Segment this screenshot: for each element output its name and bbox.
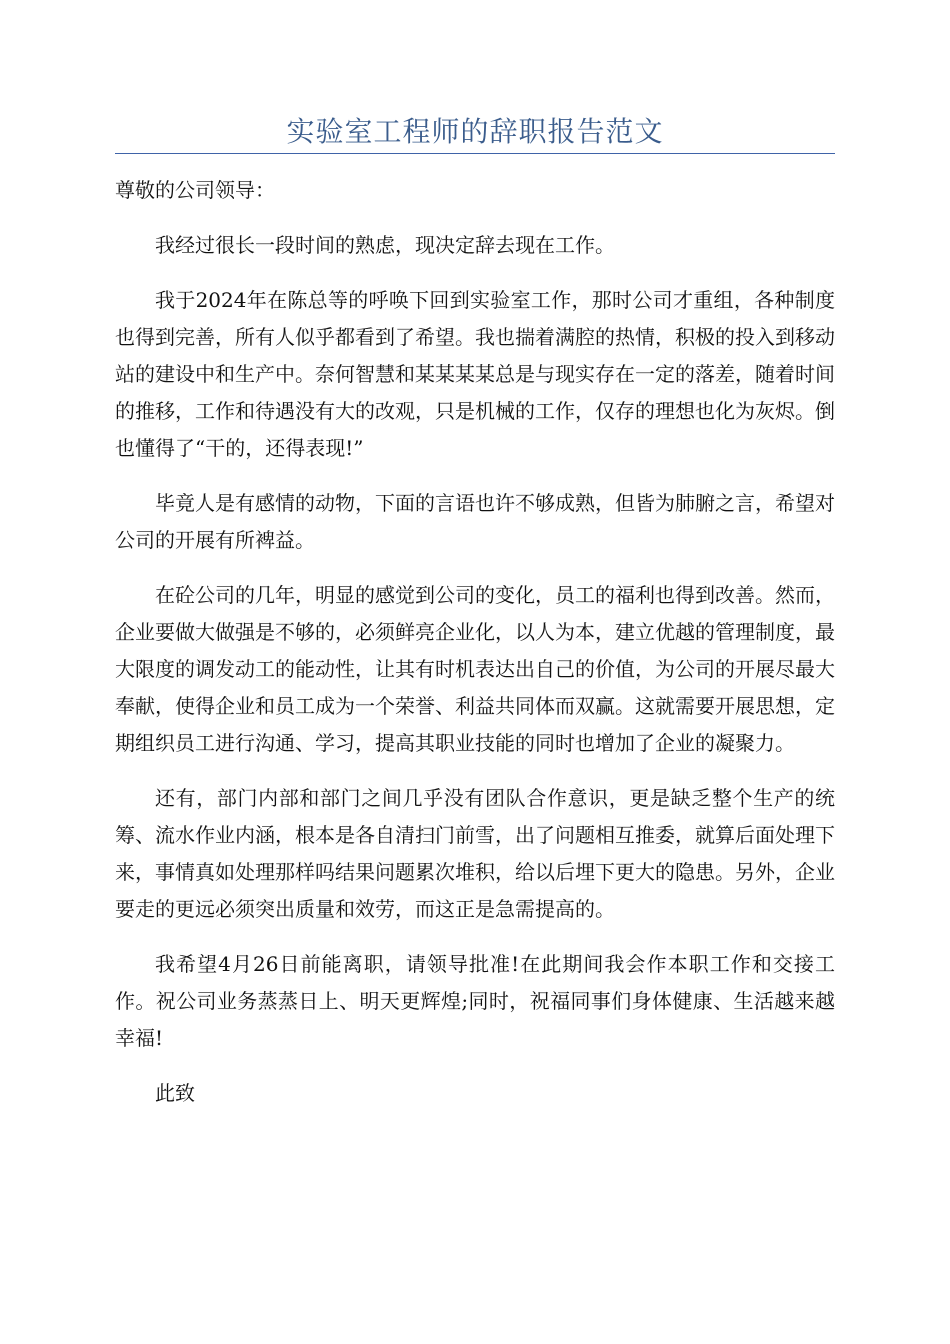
document-body	[115, 172, 835, 1130]
paragraph-5: 还有，部门内部和部门之间几乎没有团队合作意识，更是缺乏整个生产的统筹、流水作业内涵，根本是各自清扫门前雪，出了问题相互推委，就算后面处理下来，事情真如处理那样吗结果问题累次堆积，给以后埋下更大的隐患。另外，企业要走的更远必须突出质量和效劳，而这正是急需提高的。	[115, 786, 835, 921]
salutation: 尊敬的公司领导：	[115, 178, 275, 202]
closing: 此致	[155, 1081, 195, 1105]
paragraph-3: 毕竟人是有感情的动物，下面的言语也许不够成熟，但皆为肺腑之言，希望对公司的开展有所裨益。	[115, 491, 835, 552]
paragraph-2: 我于2024年在陈总等的呼唤下回到实验室工作，那时公司才重组，各种制度也得到完善，所有人似乎都看到了希望。我也揣着满腔的热情，积极的投入到移动站的建设中和生产中。奈何智慧和某某某某总是与现实存在一定的落差，随着时间的推移，工作和待遇没有大的改观，只是机械的工作，仅存的理想也化为灰烬。倒也懂得了“干的，还得表现!”	[115, 288, 835, 460]
document-title: 实验室工程师的辞职报告范文	[286, 115, 664, 148]
paragraph-6: 我希望4月26日前能离职，请领导批准!在此期间我会作本职工作和交接工作。祝公司业务蒸蒸日上、明天更辉煌;同时，祝福同事们身体健康、生活越来越幸福!	[115, 952, 835, 1050]
paragraph-4: 在砼公司的几年，明显的感觉到公司的变化，员工的福利也得到改善。然而，企业要做大做强是不够的，必须鲜亮企业化，以人为本，建立优越的管理制度，最大限度的调发动工的能动性，让其有时机表达出自己的价值，为公司的开展尽最大奉献，使得企业和员工成为一个荣誉、利益共同体而双赢。这就需要开展思想，定期组织员工进行沟通、学习，提高其职业技能的同时也增加了企业的凝聚力。	[115, 583, 835, 755]
paragraph-1: 我经过很长一段时间的熟虑，现决定辞去现在工作。	[155, 233, 615, 257]
title-underline	[115, 153, 835, 154]
